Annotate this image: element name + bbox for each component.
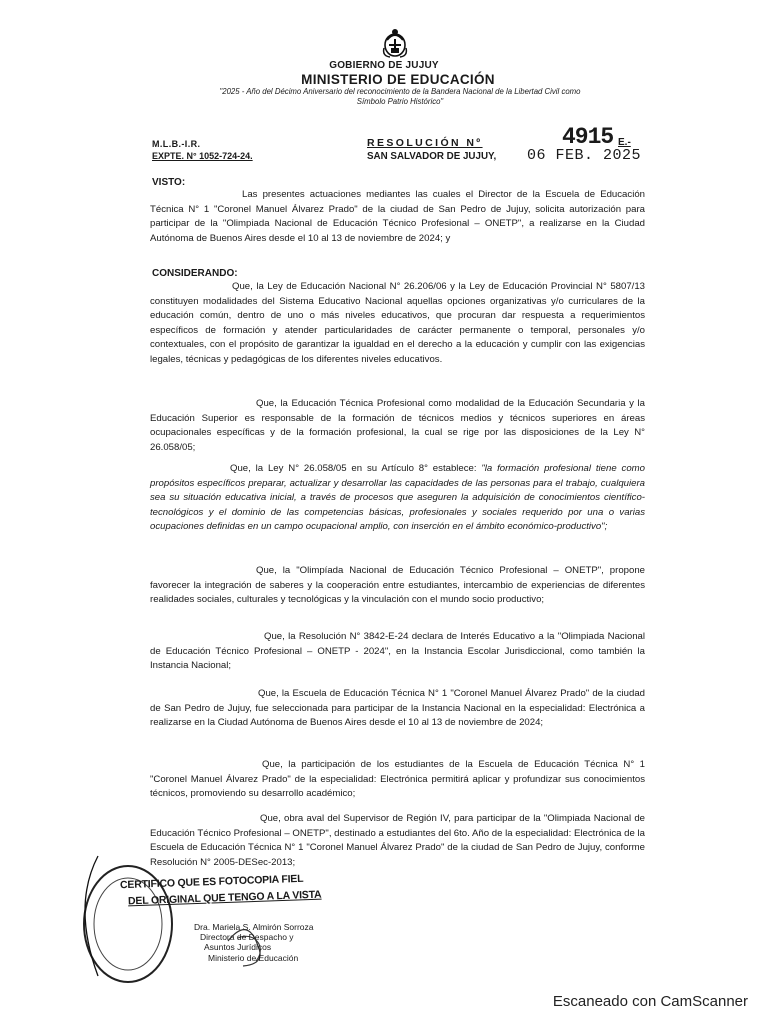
considerando-paragraph-4: Que, la "Olimpíada Nacional de Educación Técnico Profesional – ONETP", propone favorecer la integración de saberes y la cooperación entre estudiantes, intercambio de experiencias de diferentes realidades sociales, culturales y tecnológicas y la vinculación con el mundo socio productivo; [150, 565, 645, 605]
date-stamp: 06 FEB. 2025 [527, 147, 642, 164]
annual-motto [170, 87, 630, 107]
ministry-name: MINISTERIO DE EDUCACIÓN [301, 72, 495, 87]
signer-role-2: Asuntos Jurídicos [204, 942, 272, 952]
considerando-paragraph-6: Que, la Escuela de Educación Técnica N° 1 "Coronel Manuel Álvarez Prado" de la ciudad de San Pedro de Jujuy, fue seleccionada para participar de la Instancia Nacional en la especialidad: Electrónica a realizarse en la Ciudad Autónoma de Buenos Aires desde el 10 al 13 de noviembre de 2024; [150, 688, 645, 728]
government-name: GOBIERNO DE JUJUY [329, 60, 439, 71]
initials-reference: M.L.B.-I.R. [152, 139, 201, 149]
camscanner-watermark: Escaneado con CamScanner [552, 993, 748, 1010]
certification-line-2: DEL ORIGINAL QUE TENGO A LA VISTA [127, 888, 322, 908]
considerando-paragraph-3 [150, 462, 645, 535]
considerando-paragraph-5: Que, la Resolución N° 3842-E-24 declara de Interés Educativo a la "Olimpiada Nacional de Educación Técnico Profesional – ONETP - 2024", en la Instancia Escolar Jurisdiccional, como también la Instancia Nacional; [150, 631, 645, 671]
signer-name: Dra. Mariela S. Almirón Sorroza [194, 922, 314, 932]
annual-motto-line2: Símbolo Patrio Histórico" [356, 97, 444, 106]
resolution-label: RESOLUCIÓN Nº [367, 137, 483, 149]
resolution-number: 4915 [562, 124, 614, 150]
visto-title: VISTO: [152, 177, 186, 188]
signer-role-1: Directora de Despacho y [200, 932, 294, 942]
considerando-paragraph-2: Que, la Educación Técnica Profesional como modalidad de la Educación Secundaria y la Educación Superior es responsable de la formación de técnicos medios y técnicos superiores en áreas ocupacionales específicas y de la formación profesional, la cual se rige por las disposiciones de la Ley N° 26.058/05; [150, 398, 645, 453]
place-label: SAN SALVADOR DE JUJUY, [367, 151, 497, 162]
certification-stamp [78, 846, 348, 986]
signer-organization: Ministerio de Educación [208, 953, 299, 963]
coat-of-arms-icon [378, 26, 412, 60]
considerando-paragraph-1: Que, la Ley de Educación Nacional N° 26.206/06 y la Ley de Educación Provincial N° 5807/13 constituyen modalidades del Sistema Educativo Nacional aquellas opciones organizativas y/o curriculares de la educación común, dentro de uno o más niveles educativos, que procuran dar respuesta a requerimientos específicos de formación y atender particularidades de carácter permanente o temporal, personales y/o contextuales, con el propósito de garantizar la igualdad en el derecho a la educación y cumplir con las exigencias legales, técnicas y pedagógicas de los diferentes niveles educativos. [150, 281, 645, 365]
visto-paragraph: Las presentes actuaciones mediantes las cuales el Director de la Escuela de Educación Técnica N° 1 "Coronel Manuel Álvarez Prado" de la ciudad de San Pedro de Jujuy, solicita autorización para participar de la "Olimpiada Nacional de Educación Técnico Profesional – ONETP", a realizarse en la Ciudad Autónoma de Buenos Aires desde el 10 al 13 de noviembre de 2024; y [150, 189, 645, 244]
certification-line-1: CERTIFICO QUE ES FOTOCOPIA FIEL [119, 872, 304, 892]
circular-seal-icon [78, 846, 348, 986]
considerando-paragraph-7: Que, la participación de los estudiantes de la Escuela de Educación Técnica N° 1 "Coronel Manuel Álvarez Prado" de la especialidad: Electrónica permitirá aplicar y profundizar sus conocimientos técnicos, promoviendo su desarrollo académico; [150, 759, 645, 799]
considerando-paragraph-3-quote: "la formación profesional tiene como propósitos específicos preparar, actualizar y desarrollar las capacidades de las personas para el trabajo, cualquiera sea su situación educativa inicial, a través de procesos que aseguren la adquisición de conocimientos científico-tecnológicos y el dominio de las competencias básicas, profesionales y sociales requerido por una o varias ocupaciones definidas en un campo ocupacional amplio, con inserción en el ámbito económico-productivo"; [150, 463, 645, 532]
annual-motto-line1: "2025 - Año del Décimo Aniversario del reconocimiento de la Bandera Nacional de la Libertad Civil como [219, 87, 581, 96]
considerando-paragraph-3-lead: Que, la Ley N° 26.058/05 en su Artículo 8° establece: [230, 463, 482, 474]
considerando-paragraph-8: Que, obra aval del Supervisor de Región IV, para participar de la "Olimpiada Nacional de Educación Técnico Profesional – ONETP", destinado a estudiantes del 6to. Año de la especialidad: Electrónica de la Escuela de Educación Técnica N° 1 "Coronel Manuel Álvarez Prado" de la ciudad de San Pedro de Jujuy, conforme Resolución N° 2005-DESec-2013; [150, 813, 645, 868]
resolution-suffix: E.- [618, 137, 631, 148]
considerando-title: CONSIDERANDO: [152, 268, 238, 279]
expediente-number: EXPTE. N° 1052-724-24. [152, 151, 253, 161]
